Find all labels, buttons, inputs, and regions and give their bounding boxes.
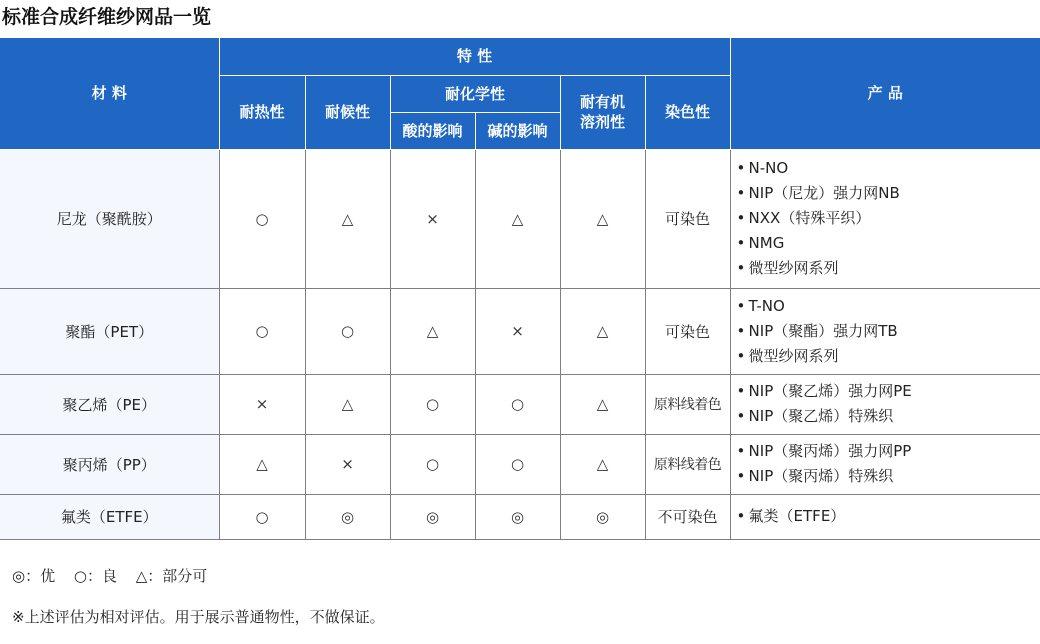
header-properties: 特 性 bbox=[219, 38, 730, 75]
rating-alkali bbox=[475, 288, 560, 374]
material-cell: 尼龙（聚酰胺） bbox=[0, 149, 219, 288]
header-acid-effect: 酸的影响 bbox=[390, 112, 475, 149]
material-cell: 氟类（ETFE） bbox=[0, 494, 219, 539]
rating-solvent bbox=[560, 149, 645, 288]
bullet-icon: • bbox=[736, 259, 746, 277]
rating-heat bbox=[219, 494, 305, 539]
product-name: NIP（聚乙烯）特殊织 bbox=[748, 407, 894, 425]
product-list bbox=[737, 294, 1040, 369]
header-solvent-line1: 耐有机 bbox=[579, 93, 625, 111]
rating-symbol: × bbox=[341, 455, 354, 473]
dyeability-text: 可染色 bbox=[665, 322, 711, 341]
product-name: T-NO bbox=[748, 296, 785, 315]
header-solvent-line2: 溶剂性 bbox=[579, 113, 625, 131]
material-cell: 聚丙烯（PP） bbox=[0, 434, 219, 494]
dyeability-cell bbox=[645, 288, 730, 374]
product-item bbox=[737, 181, 1040, 206]
rating-symbol: × bbox=[255, 395, 269, 413]
product-item bbox=[737, 206, 1040, 231]
products-cell bbox=[730, 434, 1040, 494]
rating-weather bbox=[305, 434, 390, 494]
product-item bbox=[737, 256, 1040, 281]
rating-solvent bbox=[560, 374, 645, 434]
rating-symbol: △ bbox=[596, 455, 609, 473]
rating-symbol: △ bbox=[596, 322, 609, 340]
rating-acid bbox=[390, 149, 475, 288]
legend-good: ○：良 bbox=[73, 567, 117, 585]
rating-solvent bbox=[560, 288, 645, 374]
products-cell bbox=[730, 288, 1040, 374]
rating-alkali bbox=[475, 494, 560, 539]
rating-heat bbox=[219, 434, 305, 494]
product-name: 微型纱网系列 bbox=[748, 346, 839, 365]
product-name: NMG bbox=[748, 234, 785, 252]
product-list bbox=[737, 439, 1040, 489]
header-heat-resistance: 耐热性 bbox=[219, 75, 305, 149]
product-name: N-NO bbox=[748, 159, 789, 177]
rating-alkali bbox=[475, 374, 560, 434]
bullet-icon: • bbox=[736, 321, 746, 340]
bullet-icon: • bbox=[736, 296, 746, 315]
rating-heat bbox=[219, 149, 305, 288]
product-item bbox=[737, 379, 1040, 404]
product-list bbox=[737, 379, 1040, 429]
table-row bbox=[0, 288, 1040, 374]
product-name: NIP（聚酯）强力网TB bbox=[748, 321, 898, 340]
product-name: 微型纱网系列 bbox=[748, 259, 839, 277]
product-item bbox=[737, 294, 1040, 319]
rating-alkali bbox=[475, 149, 560, 288]
product-item bbox=[737, 504, 1040, 529]
rating-symbol: ○ bbox=[510, 455, 525, 473]
product-item bbox=[737, 319, 1040, 344]
bullet-icon: • bbox=[736, 346, 746, 365]
rating-symbol: △ bbox=[596, 209, 609, 228]
material-cell: 聚乙烯（PE） bbox=[0, 374, 219, 434]
dyeability-cell bbox=[645, 374, 730, 434]
header-alkali-effect: 碱的影响 bbox=[475, 112, 560, 149]
dyeability-cell bbox=[645, 149, 730, 288]
rating-acid bbox=[390, 434, 475, 494]
product-name: NIP（聚乙烯）强力网PE bbox=[748, 382, 912, 400]
rating-symbol: △ bbox=[596, 395, 609, 413]
product-item bbox=[737, 156, 1040, 181]
dyeability-text: 不可染色 bbox=[657, 508, 718, 526]
product-item bbox=[737, 464, 1040, 489]
table-row bbox=[0, 149, 1040, 288]
header-solvent-resistance bbox=[560, 75, 645, 149]
rating-acid bbox=[390, 494, 475, 539]
rating-symbol: △ bbox=[511, 209, 524, 228]
dyeability-text: 原料线着色 bbox=[653, 397, 722, 413]
bullet-icon: • bbox=[736, 467, 746, 485]
dyeability-text: 原料线着色 bbox=[653, 457, 722, 473]
table-row bbox=[0, 494, 1040, 539]
header-material: 材 料 bbox=[0, 38, 219, 149]
product-name: NIP（聚丙烯）强力网PP bbox=[748, 442, 912, 460]
product-item bbox=[737, 439, 1040, 464]
table-row bbox=[0, 434, 1040, 494]
rating-legend bbox=[12, 565, 221, 587]
header-chemical-resistance: 耐化学性 bbox=[390, 75, 560, 112]
product-item bbox=[737, 344, 1040, 369]
dyeability-text: 可染色 bbox=[665, 210, 711, 228]
rating-acid bbox=[390, 374, 475, 434]
rating-symbol: ◎ bbox=[340, 507, 355, 526]
products-cell bbox=[730, 374, 1040, 434]
rating-symbol: ◎ bbox=[510, 507, 525, 526]
rating-weather bbox=[305, 288, 390, 374]
bullet-icon: • bbox=[736, 407, 746, 425]
material-cell: 聚酯（PET） bbox=[0, 288, 219, 374]
rating-weather bbox=[305, 374, 390, 434]
material-properties-table bbox=[0, 38, 1040, 540]
product-name: NIP（聚丙烯）特殊织 bbox=[748, 467, 894, 485]
rating-symbol: ○ bbox=[510, 395, 525, 413]
rating-symbol: ◎ bbox=[425, 507, 440, 526]
product-name: NIP（尼龙）强力网NB bbox=[748, 184, 900, 202]
rating-symbol: ○ bbox=[255, 507, 269, 526]
header-weather-resistance: 耐候性 bbox=[305, 75, 390, 149]
rating-weather bbox=[305, 494, 390, 539]
page-title: 标准合成纤维纱网品一览 bbox=[2, 6, 212, 28]
bullet-icon: • bbox=[736, 507, 746, 525]
rating-symbol: △ bbox=[426, 322, 439, 340]
products-cell bbox=[730, 494, 1040, 539]
legend-excellent: ◎：优 bbox=[12, 567, 56, 585]
dyeability-cell bbox=[645, 494, 730, 539]
rating-symbol: △ bbox=[256, 455, 268, 473]
rating-symbol: × bbox=[511, 322, 524, 340]
header-dyeability: 染色性 bbox=[645, 75, 730, 149]
footnote: ※上述评估为相对评估。用于展示普通物性，不做保证。 bbox=[12, 608, 385, 626]
rating-symbol: ○ bbox=[425, 395, 440, 413]
rating-symbol: △ bbox=[341, 395, 354, 413]
table-row bbox=[0, 374, 1040, 434]
bullet-icon: • bbox=[736, 382, 746, 400]
rating-acid bbox=[390, 288, 475, 374]
products-cell bbox=[730, 149, 1040, 288]
bullet-icon: • bbox=[736, 442, 746, 460]
bullet-icon: • bbox=[736, 184, 746, 202]
product-name: 氟类（ETFE） bbox=[748, 507, 846, 525]
rating-symbol: ○ bbox=[255, 322, 269, 340]
rating-solvent bbox=[560, 494, 645, 539]
product-list bbox=[737, 504, 1040, 529]
rating-symbol: △ bbox=[341, 209, 354, 228]
product-list bbox=[737, 156, 1040, 281]
rating-alkali bbox=[475, 434, 560, 494]
rating-heat bbox=[219, 374, 305, 434]
header-products: 产 品 bbox=[730, 38, 1040, 149]
rating-symbol: ○ bbox=[340, 322, 355, 340]
rating-symbol: × bbox=[426, 209, 439, 228]
bullet-icon: • bbox=[736, 209, 746, 227]
rating-symbol: ◎ bbox=[595, 507, 610, 526]
product-name: NXX（特殊平织） bbox=[748, 209, 871, 227]
product-item bbox=[737, 404, 1040, 429]
bullet-icon: • bbox=[736, 159, 746, 177]
rating-symbol: ○ bbox=[425, 455, 440, 473]
rating-symbol: ○ bbox=[255, 209, 269, 228]
dyeability-cell bbox=[645, 434, 730, 494]
rating-weather bbox=[305, 149, 390, 288]
rating-heat bbox=[219, 288, 305, 374]
legend-partial: △：部分可 bbox=[135, 567, 208, 585]
product-item bbox=[737, 231, 1040, 256]
bullet-icon: • bbox=[736, 234, 746, 252]
rating-solvent bbox=[560, 434, 645, 494]
